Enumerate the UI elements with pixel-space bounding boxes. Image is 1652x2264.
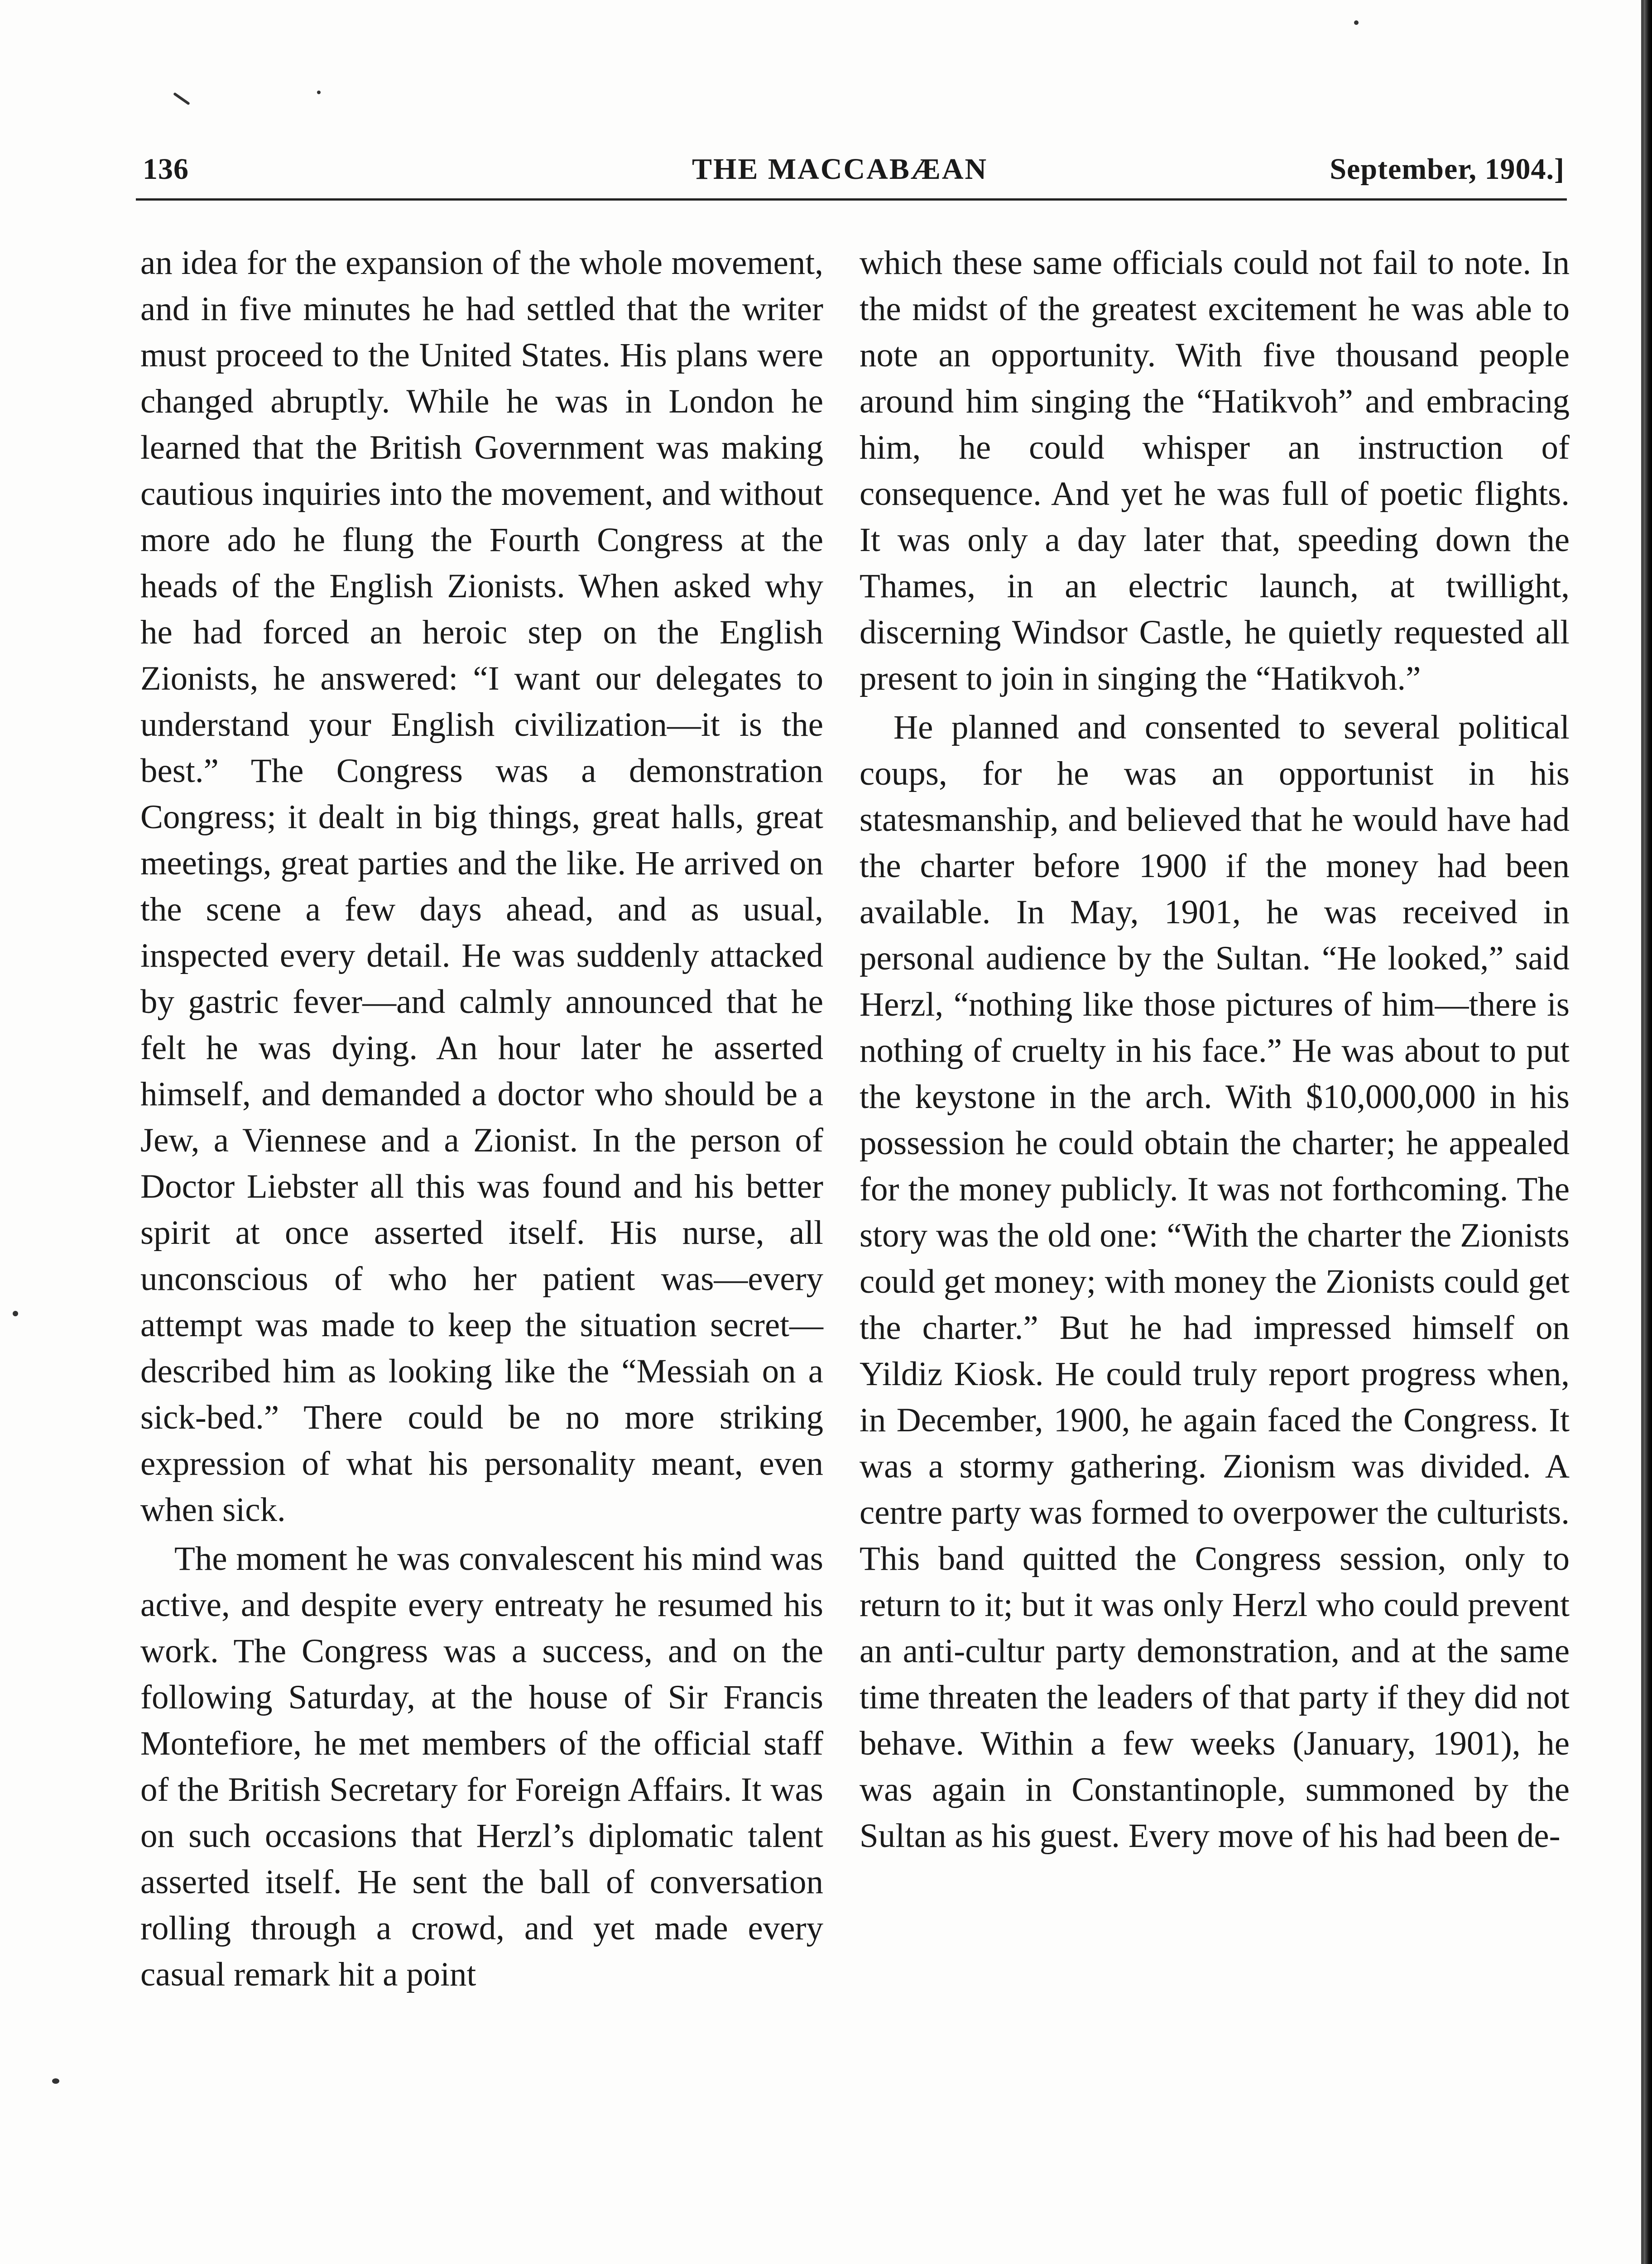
scan-speck bbox=[1354, 20, 1359, 25]
scan-speck bbox=[13, 1311, 18, 1316]
scan-speck bbox=[317, 91, 321, 94]
page-number: 136 bbox=[143, 153, 189, 186]
left-column bbox=[140, 240, 823, 1998]
scan-speck bbox=[173, 92, 190, 105]
right-column bbox=[860, 240, 1570, 1859]
paragraph: an idea for the expansion of the whole movement, and in five minutes he had settled that the writer must proceed to the United States. His plans were changed abruptly. While he was in London he learned that the British Government was making cautious inquiries into the movement, and without more ado he flung the Fourth Congress at the heads of the English Zionists. When asked why he had forced an heroic step on the English Zionists, he answered: “I want our delegates to understand your English civilization—it is the best.” The Congress was a demonstration Congress; it dealt in big things, great halls, great meetings, great parties and the like. He arrived on the scene a few days ahead, and as usual, inspected every detail. He was suddenly attacked by gastric fever—and calmly announced that he felt he was dying. An hour later he asserted himself, and demanded a doctor who should be a Jew, a Viennese and a Zionist. In the person of Doctor Liebster all this was found and his better spirit at once asserted itself. His nurse, all unconscious of who her patient was—every attempt was made to keep the situation secret—described him as looking like the “Messiah on a sick-bed.” There could be no more striking expression of what his personality meant, even when sick. bbox=[140, 244, 823, 1529]
page-edge bbox=[1644, 0, 1652, 2264]
header-rule bbox=[136, 198, 1567, 201]
journal-title: THE MACCABÆAN bbox=[692, 153, 988, 186]
running-header bbox=[143, 145, 1565, 195]
paragraph: The moment he was convalescent his mind was active, and despite every entreaty he resumed his work. The Congress was a success, and on the following Saturday, at the house of Sir Francis Montefiore, he met members of the official staff of the British Secretary for Foreign Affairs. It was on such occasions that Herzl’s diplomatic talent asserted itself. He sent the ball of conversation rolling through a crowd, and yet made every casual remark hit a point bbox=[140, 1540, 823, 1993]
scan-speck bbox=[52, 2078, 59, 2084]
paragraph: He planned and consented to several political coups, for he was an opportunist in his statesmanship, and believed that he would have had the charter before 1900 if the money had been available. In May, 1901, he was received in personal audience by the Sultan. “He looked,” said Herzl, “nothing like those pictures of him—there is nothing of cruelty in his face.” He was about to put the keystone in the arch. With $10,000,000 in his possession he could obtain the charter; he appealed for the money publicly. It was not forthcoming. The story was the old one: “With the charter the Zionists could get money; with money the Zionists could get the charter.” But he had impressed himself on Yildiz Kiosk. He could truly report progress when, in December, 1900, he again faced the Congress. It was a stormy gathering. Zionism was divided. A centre party was formed to overpower the culturists. This band quitted the Congress session, only to return to it; but it was only Herzl who could prevent an anti-cultur party demonstration, and at the same time threaten the leaders of that party if they did not behave. Within a few weeks (January, 1901), he was again in Constantinople, summoned by the Sultan as his guest. Every move of his had been de- bbox=[860, 709, 1570, 1855]
issue-date: September, 1904.] bbox=[1330, 153, 1565, 186]
paragraph: which these same officials could not fail to note. In the midst of the greatest excitement he was able to note an opportunity. With five thousand people around him singing the “Hatikvoh” and embracing him, he could whisper an instruction of consequence. And yet he was full of poetic flights. It was only a day later that, speeding down the Thames, in an electric launch, at twillight, discerning Windsor Castle, he quietly requested all present to join in singing the “Hatikvoh.” bbox=[860, 244, 1570, 697]
